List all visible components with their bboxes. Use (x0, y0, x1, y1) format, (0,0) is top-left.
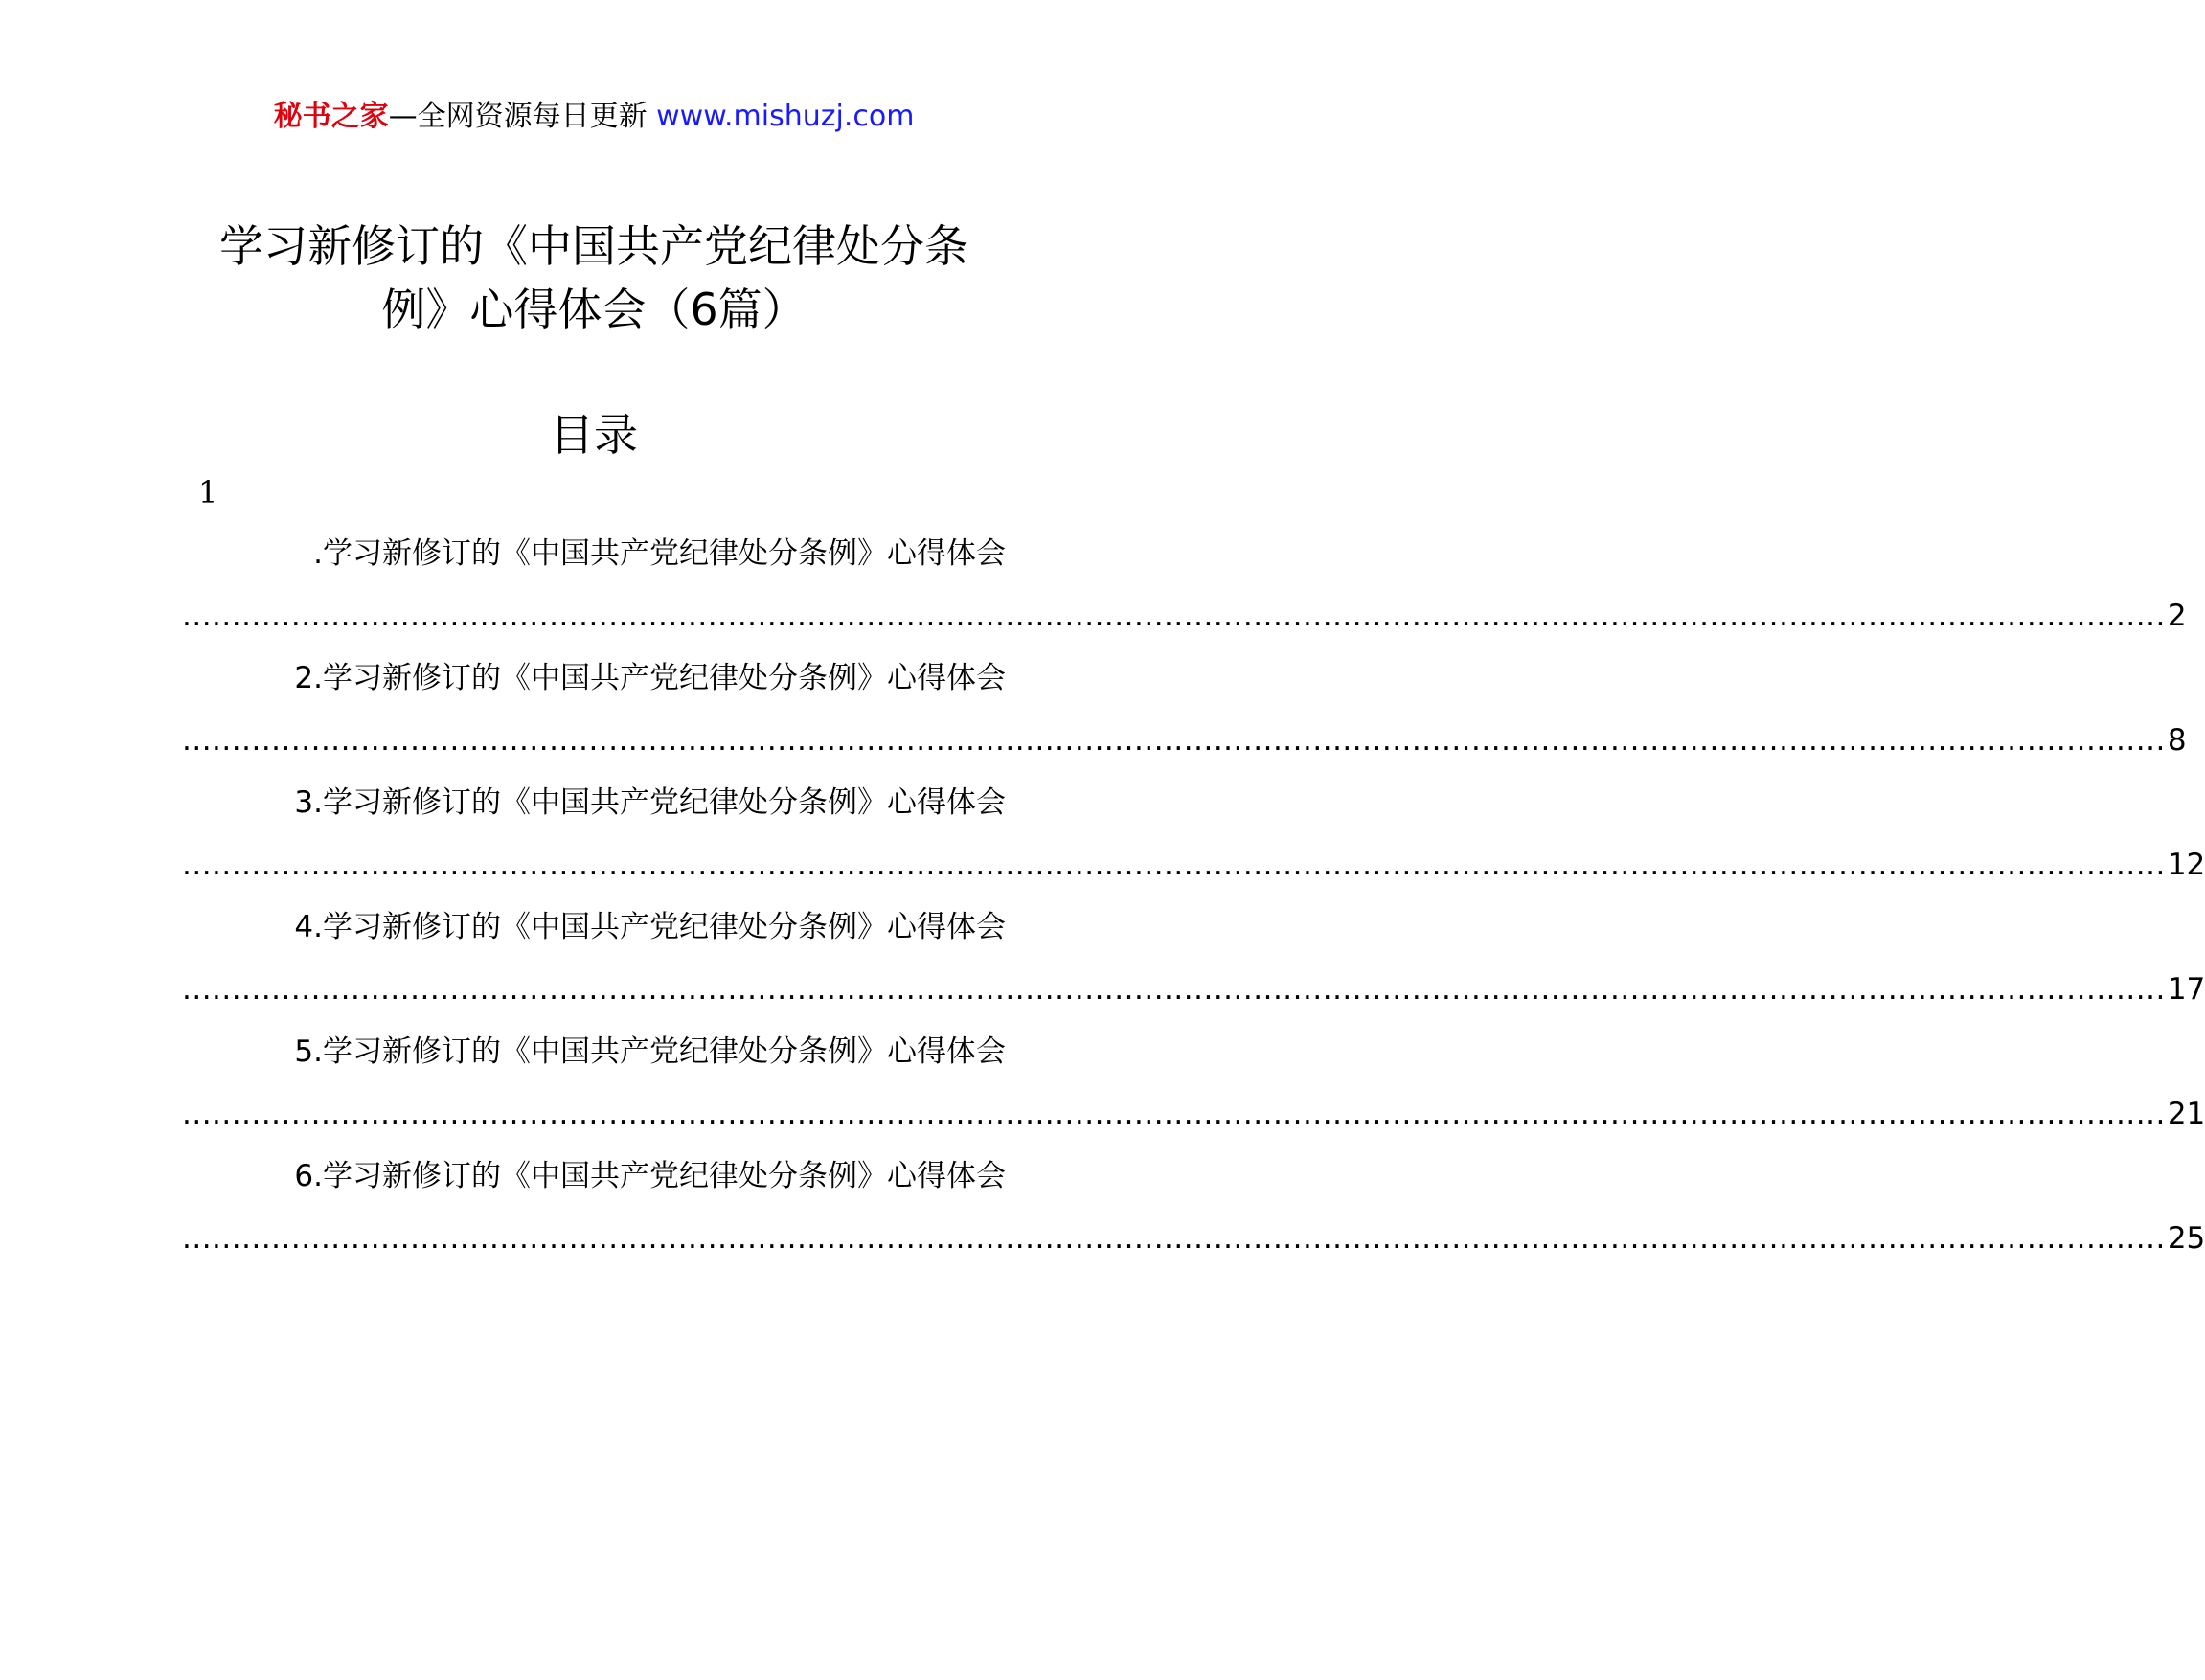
toc-entry-title[interactable]: 2.学习新修订的《中国共产党纪律处分条例》心得体会 (294, 661, 1006, 695)
toc-entry-title[interactable]: 3.学习新修订的《中国共产党纪律处分条例》心得体会 (294, 785, 1006, 820)
toc-entry-leader (182, 593, 2187, 639)
toc-entry-number: 1 (198, 474, 218, 511)
toc-entry[interactable] (182, 531, 2187, 655)
toc-entry-leader (182, 1091, 2205, 1137)
document-title-line-2: 例》心得体会（6篇） (381, 284, 807, 335)
site-header (0, 98, 1188, 136)
toc-heading: 目录 (550, 409, 638, 461)
toc-entry-page[interactable]: 8 (2167, 723, 2187, 758)
dot-leader: ........................................................................................................................................................................................................ (182, 1221, 2166, 1256)
document-title-line-1: 学习新修订的《中国共产党纪律处分条 (219, 220, 968, 272)
brand-name: 秘书之家 (273, 100, 389, 133)
toc-entry-leader (182, 717, 2187, 763)
table-of-contents (182, 531, 2205, 1278)
toc-entry-leader (182, 966, 2205, 1012)
toc-entry[interactable] (182, 904, 2205, 1029)
dot-leader: ........................................................................................................................................................................................................ (182, 1097, 2166, 1131)
toc-entry-title[interactable]: .学习新修订的《中国共产党纪律处分条例》心得体会 (313, 536, 1006, 571)
toc-entry-title[interactable]: 4.学习新修订的《中国共产党纪律处分条例》心得体会 (294, 910, 1006, 944)
toc-entry-page[interactable]: 25 (2167, 1221, 2205, 1256)
toc-entry-page[interactable]: 2 (2167, 599, 2187, 633)
toc-entry[interactable] (182, 1029, 2205, 1153)
toc-entry[interactable] (182, 655, 2187, 780)
toc-entry-leader (182, 1215, 2205, 1261)
dot-leader: ........................................................................................................................................................................................................ (182, 599, 2166, 633)
site-url-link[interactable]: www.mishuzj.com (656, 100, 915, 133)
toc-entry-page[interactable]: 17 (2167, 972, 2205, 1007)
dot-leader: ........................................................................................................................................................................................................ (182, 848, 2166, 882)
toc-entry-page[interactable]: 12 (2167, 848, 2205, 882)
toc-entry-title[interactable]: 5.学习新修订的《中国共产党纪律处分条例》心得体会 (294, 1034, 1006, 1069)
document-title (172, 215, 1015, 341)
dot-leader: ........................................................................................................................................................................................................ (182, 723, 2166, 758)
site-tagline: —全网资源每日更新 (388, 100, 657, 133)
toc-entry-page[interactable]: 21 (2167, 1097, 2205, 1131)
toc-entry-leader (182, 842, 2205, 888)
toc-entry[interactable] (182, 1153, 2205, 1278)
toc-entry-title[interactable]: 6.学习新修订的《中国共产党纪律处分条例》心得体会 (294, 1159, 1006, 1193)
toc-entry[interactable] (182, 780, 2205, 904)
dot-leader: ........................................................................................................................................................................................................ (182, 972, 2166, 1007)
